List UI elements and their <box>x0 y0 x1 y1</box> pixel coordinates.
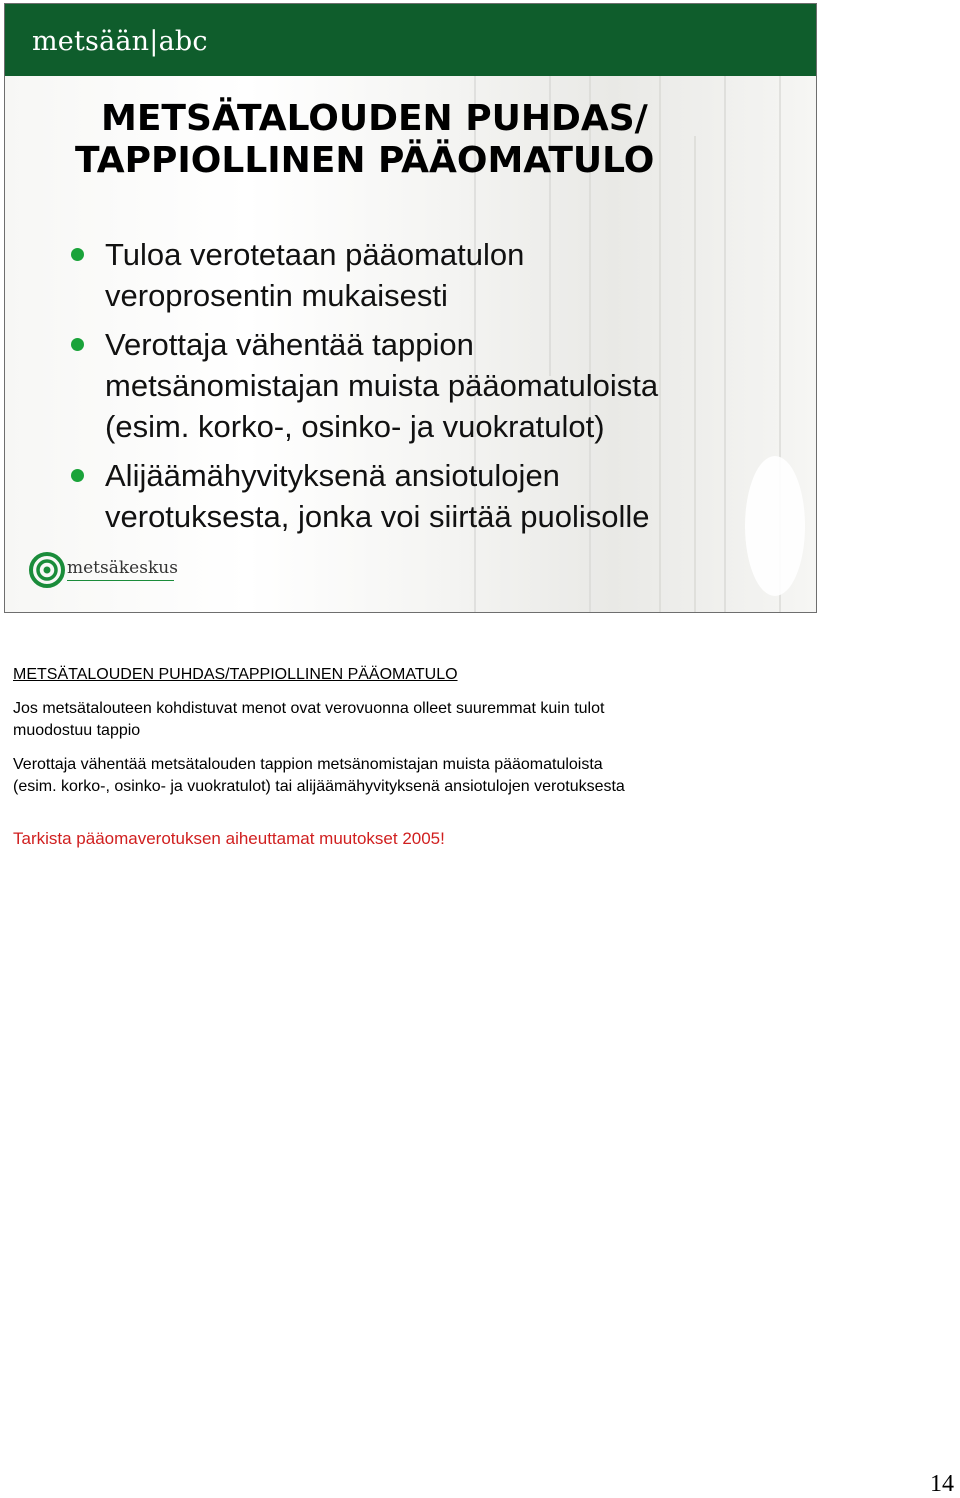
metsakeskus-logo-text: metsäkeskus <box>67 558 178 578</box>
notes-red-reminder: Tarkista pääomaverotuksen aiheuttamat muutokset 2005! <box>13 829 445 848</box>
bullet-text-line: verotuksesta, jonka voi siirtää puolisolle <box>105 499 650 534</box>
metsakeskus-logo <box>29 549 189 594</box>
notes-line: (esim. korko-, osinko- ja vuokratulot) tai alijäämähyvityksenä ansiotulojen verotuksesta <box>13 778 625 795</box>
notes-paragraph-2 <box>13 754 913 798</box>
slide-title-line-1: METSÄTALOUDEN PUHDAS/ <box>101 98 648 139</box>
slide-title-line-2: TAPPIOLLINEN PÄÄOMATULO <box>75 140 655 181</box>
logo-underline <box>67 580 174 581</box>
slide-bullet-3 <box>71 455 791 537</box>
bullet-text-line: Verottaja vähentää tappion <box>105 327 474 362</box>
slide-title <box>75 98 795 182</box>
slide-bullet-2 <box>71 324 791 447</box>
notes-line: muodostuu tappio <box>13 722 141 739</box>
notes-line: Verottaja vähentää metsätalouden tappion metsänomistajan muista pääomatuloista <box>13 756 603 773</box>
notes-paragraph-1 <box>13 698 913 742</box>
metsaan-abc-logo: metsään|abc <box>32 26 208 57</box>
notes-heading: METSÄTALOUDEN PUHDAS/TAPPIOLLINEN PÄÄOMATULO <box>13 666 458 683</box>
speaker-notes <box>13 664 913 850</box>
green-bullet-icon <box>71 469 84 482</box>
slide-bullet-list <box>71 234 791 545</box>
bullet-text-line: Alijäämähyvityksenä ansiotulojen <box>105 458 560 493</box>
metsakeskus-ring-icon <box>29 549 65 591</box>
bullet-text-line: veroprosentin mukaisesti <box>105 278 448 313</box>
bullet-text-line: Tuloa verotetaan pääomatulon <box>105 237 525 272</box>
notes-line: Jos metsätalouteen kohdistuvat menot ovat verovuonna olleet suuremmat kuin tulot <box>13 700 605 717</box>
bullet-text-line: (esim. korko-, osinko- ja vuokratulot) <box>105 409 605 444</box>
slide-image <box>4 3 817 613</box>
slide-header-bar <box>5 4 816 76</box>
slide-bullet-1 <box>71 234 791 316</box>
green-bullet-icon <box>71 338 84 351</box>
bullet-text-line: metsänomistajan muista pääomatuloista <box>105 368 659 403</box>
green-bullet-icon <box>71 248 84 261</box>
page-number: 14 <box>930 1471 954 1497</box>
